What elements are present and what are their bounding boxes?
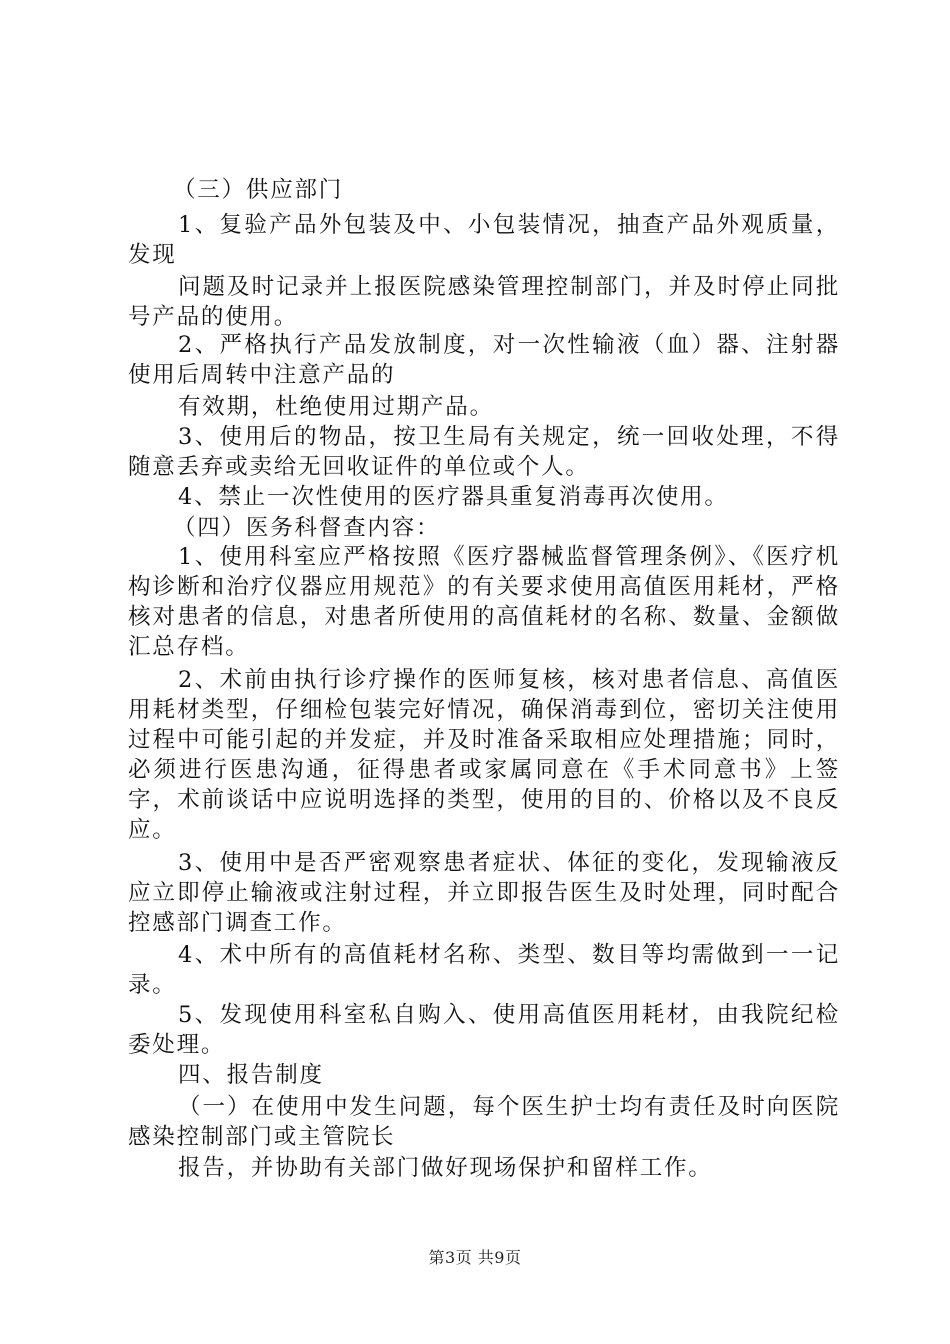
paragraph: 有效期，杜绝使用过期产品。 [178,394,494,420]
paragraph: 问题及时记录并上报医院感染管理控制部门，并及时停止同批号产品的使用。 [128,274,840,330]
paragraph: 4、术中所有的高值耗材名称、类型、数目等均需做到一一记录。 [128,942,840,998]
section-heading-medical-affairs: （四）医务科督查内容： [173,515,441,541]
paragraph: 3、使用后的物品，按卫生局有关规定，统一回收处理，不得随意丢弃或卖给无回收证件的单位或个人。 [128,424,840,480]
paragraph: 4、禁止一次性使用的医疗器具重复消毒再次使用。 [178,484,729,510]
paragraph: 2、严格执行产品发放制度，对一次性输液（血）器、注射器使用后周转中注意产品的 [128,332,840,388]
paragraph: 5、发现使用科室私自购入、使用高值医用耗材，由我院纪检委处理。 [128,1002,840,1058]
paragraph: 1、使用科室应严格按照《医疗器械监督管理条例》、《医疗机构诊断和治疗仪器应用规范》的有关要求使用高值医用耗材，严格核对患者的信息，对患者所使用的高值耗材的名称、数量、金额做汇总存档。 [128,544,840,660]
page-number-footer: 第3页 共9页 [428,1248,522,1267]
paragraph: （一）在使用中发生问题，每个医生护士均有责任及时向医院感染控制部门或主管院长 [128,1094,840,1150]
paragraph: 3、使用中是否严密观察患者症状、体征的变化，发现输液反应立即停止输液或注射过程，并立即报告医生及时处理，同时配合控感部门调查工作。 [128,850,840,936]
paragraph: 报告，并协助有关部门做好现场保护和留样工作。 [178,1155,713,1181]
paragraph: 1、复验产品外包装及中、小包装情况，抽查产品外观质量，发现 [128,212,840,268]
section-heading-supply: （三）供应部门 [173,177,344,203]
section-heading-reporting: 四、报告制度 [178,1062,324,1088]
paragraph: 2、术前由执行诊疗操作的医师复核，核对患者信息、高值医用耗材类型，仔细检包装完好情况，确保消毒到位，密切关注使用过程中可能引起的并发症，并及时准备采取相应处理措施；同时，必须进行医患沟通，征得患者或家属同意在《手术同意书》上签字，术前谈话中应说明选择的类型，使用的目的、价格以及不良反应。 [128,667,840,843]
